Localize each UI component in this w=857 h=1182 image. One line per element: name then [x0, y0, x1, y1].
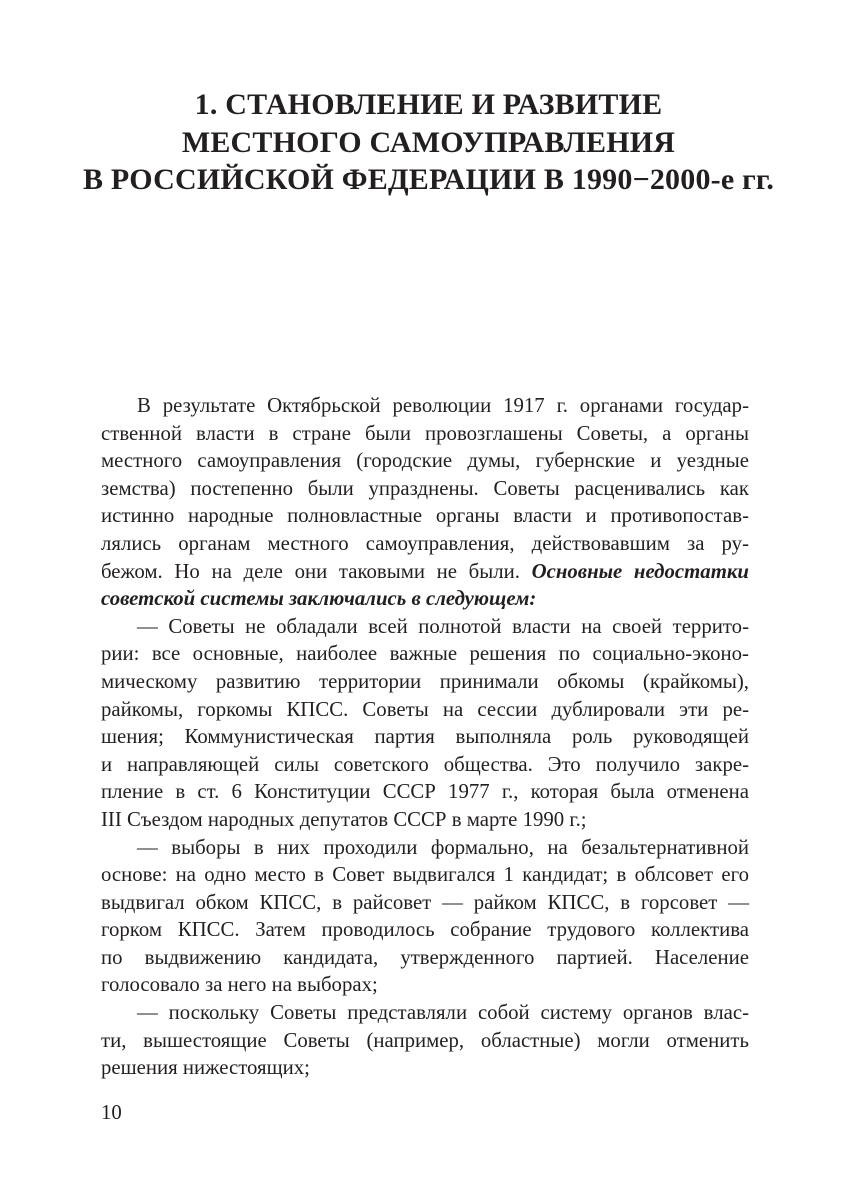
text-line: рии: все основные, наиболее важные решения по социально-эконо-	[101, 642, 749, 666]
text-line: В результате Октябрьской революции 1917 г. органами государ-	[137, 394, 749, 417]
list-item-line: — выборы в них проходили формально, на безальтернативной	[137, 835, 749, 859]
emphasis-text: Основные недостатки	[531, 559, 749, 583]
emphasis-text: советской системы заключались в следующем:	[101, 587, 537, 611]
chapter-title-line: В РОССИЙСКОЙ ФЕДЕРАЦИИ В 1990−2000-е гг.	[82, 163, 775, 196]
text-line: ственной власти в стране были провозглашены Советы, а органы	[101, 421, 749, 445]
text-line: лялись органам местного самоуправления, действовавшим за ру-	[101, 531, 749, 555]
text-line: решения нижестоящих;	[101, 1056, 310, 1080]
text-line	[101, 558, 749, 586]
text-line: истинно народные полновластные органы власти и противопостав-	[101, 504, 749, 528]
text-run: бежом. Но на деле они таковыми не были.	[101, 559, 520, 583]
text-line: шения; Коммунистическая партия выполняла роль руководящей	[101, 725, 749, 749]
text-line: мическому развитию территории принимали обкомы (крайкомы),	[101, 669, 749, 693]
chapter-title-line: МЕСТНОГО САМОУПРАВЛЕНИЯ	[181, 125, 676, 159]
text-line: голосовало за него на выборах;	[101, 973, 378, 997]
text-line: и направляющей силы советского общества. Это получило закре-	[101, 752, 749, 776]
text-line	[101, 585, 749, 613]
text-line: по выдвижению кандидата, утвержденного партией. Население	[101, 945, 749, 969]
text-line: выдвигал обком КПСС, в райсовет — райком КПСС, в горсовет —	[101, 890, 749, 914]
text-line: III Съездом народных депутатов СССР в марте 1990 г.;	[101, 807, 587, 831]
body-text	[101, 392, 749, 1082]
list-item-line: — поскольку Советы представляли собой систему органов влас-	[137, 1001, 749, 1025]
text-line: райкомы, горкомы КПСС. Советы на сессии дублировали эти ре-	[101, 697, 749, 721]
text-line: горком КПСС. Затем проводилось собрание трудового коллектива	[101, 918, 749, 942]
page-number: 10	[101, 1101, 122, 1124]
chapter-title	[60, 86, 797, 199]
text-line: земства) постепенно были упразднены. Советы расценивались как	[101, 476, 749, 500]
text-line: пление в ст. 6 Конституции СССР 1977 г., которая была отменена	[101, 780, 749, 804]
text-line: местного самоуправления (городские думы, губернские и уездные	[101, 449, 749, 473]
text-line: ти, вышестоящие Советы (например, областные) могли отменить	[101, 1028, 749, 1052]
chapter-title-line: 1. СТАНОВЛЕНИЕ И РАЗВИТИЕ	[194, 88, 663, 121]
text-line: основе: на одно место в Совет выдвигался 1 кандидат; в облсовет его	[101, 863, 749, 887]
list-item-line: — Советы не обладали всей полнотой власти на своей террито-	[137, 614, 749, 638]
